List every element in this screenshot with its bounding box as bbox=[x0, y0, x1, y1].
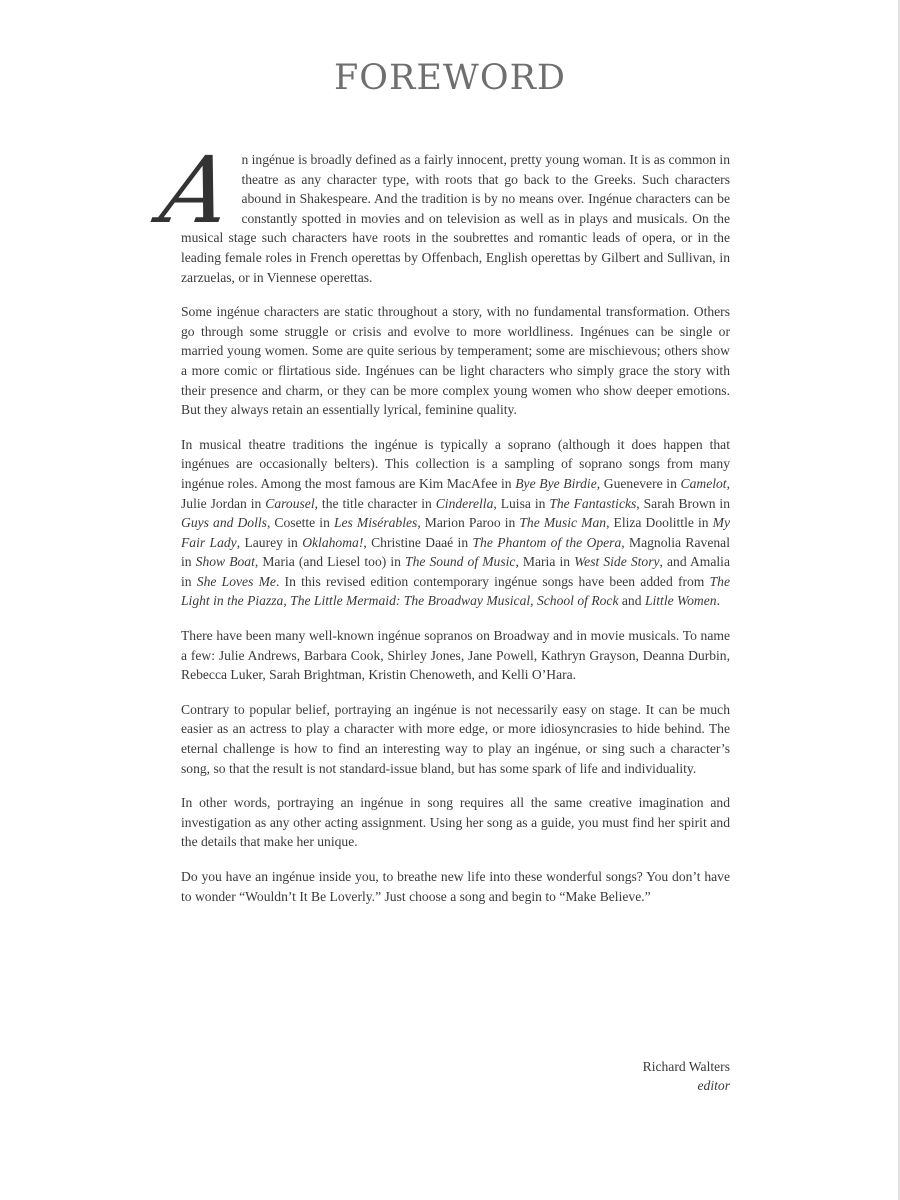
show-title: She Loves Me bbox=[196, 573, 276, 589]
paragraph-3-text: , Cosette in bbox=[266, 515, 334, 531]
show-title: The Music Man bbox=[519, 515, 607, 531]
show-title: Little Women bbox=[644, 593, 717, 609]
paragraph-3-text: , the title character in bbox=[314, 495, 436, 511]
paragraph-3-text: , and Amalia in bbox=[181, 554, 730, 589]
paragraph-2: Some ingénue characters are static throughout a story, with no fundamental transformation. Others go through some struggle or crisis and evolve to more worldliness. Ingénues can be single or married young women. Some are quite serious by temperament; some are mischievous; others show a more comic or flirtatious side. Ingénues can be light characters who simply grace the story with their presence and charm, or they can be more complex young women who show deeper emotions. But they always retain an essentially lyrical, feminine quality. bbox=[181, 304, 730, 418]
paragraph-3-text: , Sarah Brown in bbox=[636, 495, 730, 511]
paragraph-1-text: n ingénue is broadly defined as a fairly innocent, pretty young woman. It is as common in theatre as any character type, with roots that go back to the Greeks. Such characters abound in Shakespeare. And the tradition is by no means over. Ingénue characters can be constantly spotted in movies and on television as well as in plays and musicals. On the musical stage such characters have roots in the soubrettes and romantic leads of opera, or in the leading female roles in French operettas by Offenbach, English operettas by Gilbert and Sullivan, in zarzuelas, or in Viennese operettas. bbox=[181, 152, 730, 285]
paragraph-3-text: , Laurey in bbox=[236, 534, 303, 550]
paragraph-3-text: , Guenevere in bbox=[596, 475, 681, 491]
paragraph-3-text: , Luisa in bbox=[493, 495, 550, 511]
paragraph-3-text: , Maria in bbox=[515, 554, 575, 570]
show-title: The Phantom of the Opera bbox=[472, 534, 622, 550]
paragraph-3-text: , Julie Jordan in bbox=[181, 475, 730, 511]
paragraph-3-text: , bbox=[530, 593, 537, 609]
paragraph-3-text: , Christine Daaé in bbox=[363, 534, 473, 550]
signature-name: Richard Walters bbox=[642, 1059, 730, 1074]
show-title: Guys and Dolls bbox=[181, 515, 267, 531]
paragraph-3 bbox=[181, 435, 730, 611]
show-title: The Little Mermaid: The Broadway Musical bbox=[290, 593, 531, 609]
paragraph-5: Contrary to popular belief, portraying an ingénue is not necessarily easy on stage. It can be much easier as an actress to play a character with more edge, or more idiosyncrasies to hide behind. The eternal challenge is how to find an interesting way to play an ingénue, or sing such a character’s song, so that the result is not standard-issue bland, but has some spark of life and individuality. bbox=[181, 701, 730, 776]
show-title: Show Boat bbox=[195, 554, 255, 570]
show-title: Bye Bye Birdie bbox=[515, 475, 597, 491]
paragraph-6: In other words, portraying an ingénue in song requires all the same creative imagination and investigation as any other acting assignment. Using her song as a guide, you must find her spirit and the details that make her unique. bbox=[181, 795, 730, 850]
show-title: West Side Story bbox=[574, 554, 660, 570]
paragraph-3-text: . bbox=[716, 593, 720, 609]
show-title: Camelot bbox=[680, 475, 727, 491]
paragraph-3-text: , Marion Paroo in bbox=[417, 515, 520, 531]
paragraph-3-text: In musical theatre traditions the ingénue is typically a soprano (although it does happen that ingénues are occasionally belters). This collection is a sampling of soprano songs from many ingénue roles. Among the most famous are Kim MacAfee in bbox=[181, 436, 730, 491]
paragraph-3-text: , Magnolia Ravenal in bbox=[181, 534, 730, 570]
paragraph-3-text: and bbox=[618, 593, 645, 609]
paragraph-3-text: . In this revised edition contemporary ingénue songs have been added from bbox=[275, 573, 710, 589]
foreword-body bbox=[153, 137, 730, 921]
show-title: The Sound of Music bbox=[405, 554, 516, 570]
paragraph-1 bbox=[153, 137, 730, 287]
show-title: The Fantasticks bbox=[549, 495, 637, 511]
drop-cap: A bbox=[153, 137, 239, 244]
signature-role: editor bbox=[697, 1078, 730, 1093]
show-title: The Light in the Piazza bbox=[181, 573, 730, 609]
show-title: My Fair Lady bbox=[181, 515, 730, 550]
show-title: School of Rock bbox=[536, 593, 619, 609]
show-title: Carousel bbox=[265, 495, 315, 511]
page-title: FOREWORD bbox=[334, 58, 566, 98]
paragraph-4: There have been many well-known ingénue sopranos on Broadway and in movie musicals. To name a few: Julie Andrews, Barbara Cook, Shirley Jones, Jane Powell, Kathryn Grayson, Deanna Durbin, Rebecca Luker, Sarah Brightman, Kristin Chenoweth, and Kelli O’Hara. bbox=[181, 628, 730, 683]
paragraph-3-text: , Maria (and Liesel too) in bbox=[254, 554, 406, 570]
paragraph-3-text: , bbox=[283, 593, 291, 609]
show-title: Cinderella bbox=[435, 495, 494, 511]
paragraph-7: Do you have an ingénue inside you, to breathe new life into these wonderful songs? You don’t have to wonder “Wouldn’t It Be Loverly.” Just choose a song and begin to “Make Believe.” bbox=[181, 869, 730, 904]
paragraph-3-text: , Eliza Doolittle in bbox=[606, 515, 713, 531]
show-title: Oklahoma! bbox=[302, 534, 364, 550]
show-title: Les Misérables bbox=[333, 515, 418, 531]
signature-block bbox=[500, 1057, 730, 1095]
